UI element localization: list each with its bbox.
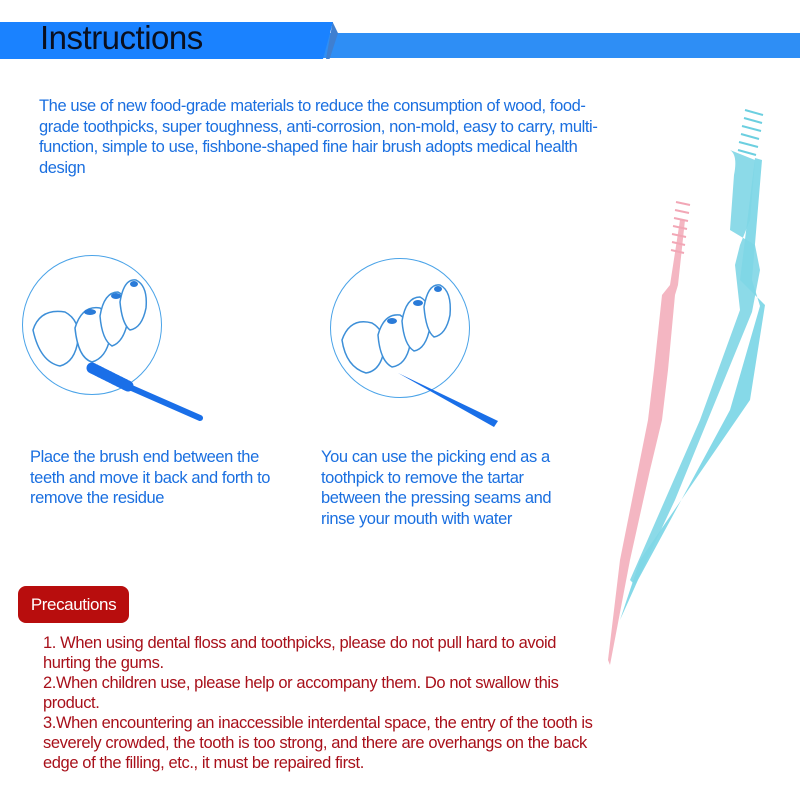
- blue-toothpick-icon: [620, 110, 765, 620]
- header-band-right: [322, 33, 800, 58]
- interdental-brush-toothpicks-image: [590, 80, 800, 680]
- teeth-brush-illustration: [20, 250, 210, 430]
- precautions-list: [43, 633, 603, 773]
- step2-text: You can use the picking end as a toothpick to remove the tartar between the pressing seams and rinse your mouth with water: [321, 448, 552, 528]
- page-title: Instructions: [40, 19, 203, 56]
- teeth-pick-illustration: [330, 255, 530, 435]
- intro-text: The use of new food-grade materials to reduce the consumption of wood, food-grade toothpicks, super toughness, anti-corrosion, non-mold, easy to carry, multi-function, simple to use, fishbone-shaped fine hair brush adopts medical health design: [39, 97, 598, 177]
- step1-text: Place the brush end between the teeth and move it back and forth to remove the residue: [30, 448, 271, 507]
- pink-toothpick-icon: [608, 202, 690, 665]
- precautions-badge: Precautions: [18, 586, 129, 623]
- precaution-item: 2.When children use, please help or accompany them. Do not swallow this product.: [43, 674, 559, 712]
- precaution-item: 3.When encountering an inaccessible interdental space, the entry of the tooth is severely crowded, the tooth is too strong, and there are overhangs on the back edge of the filling, etc., it must be repaired first.: [43, 714, 593, 772]
- precaution-item: 1. When using dental floss and toothpicks, please do not pull hard to avoid hurting the gums.: [43, 634, 557, 672]
